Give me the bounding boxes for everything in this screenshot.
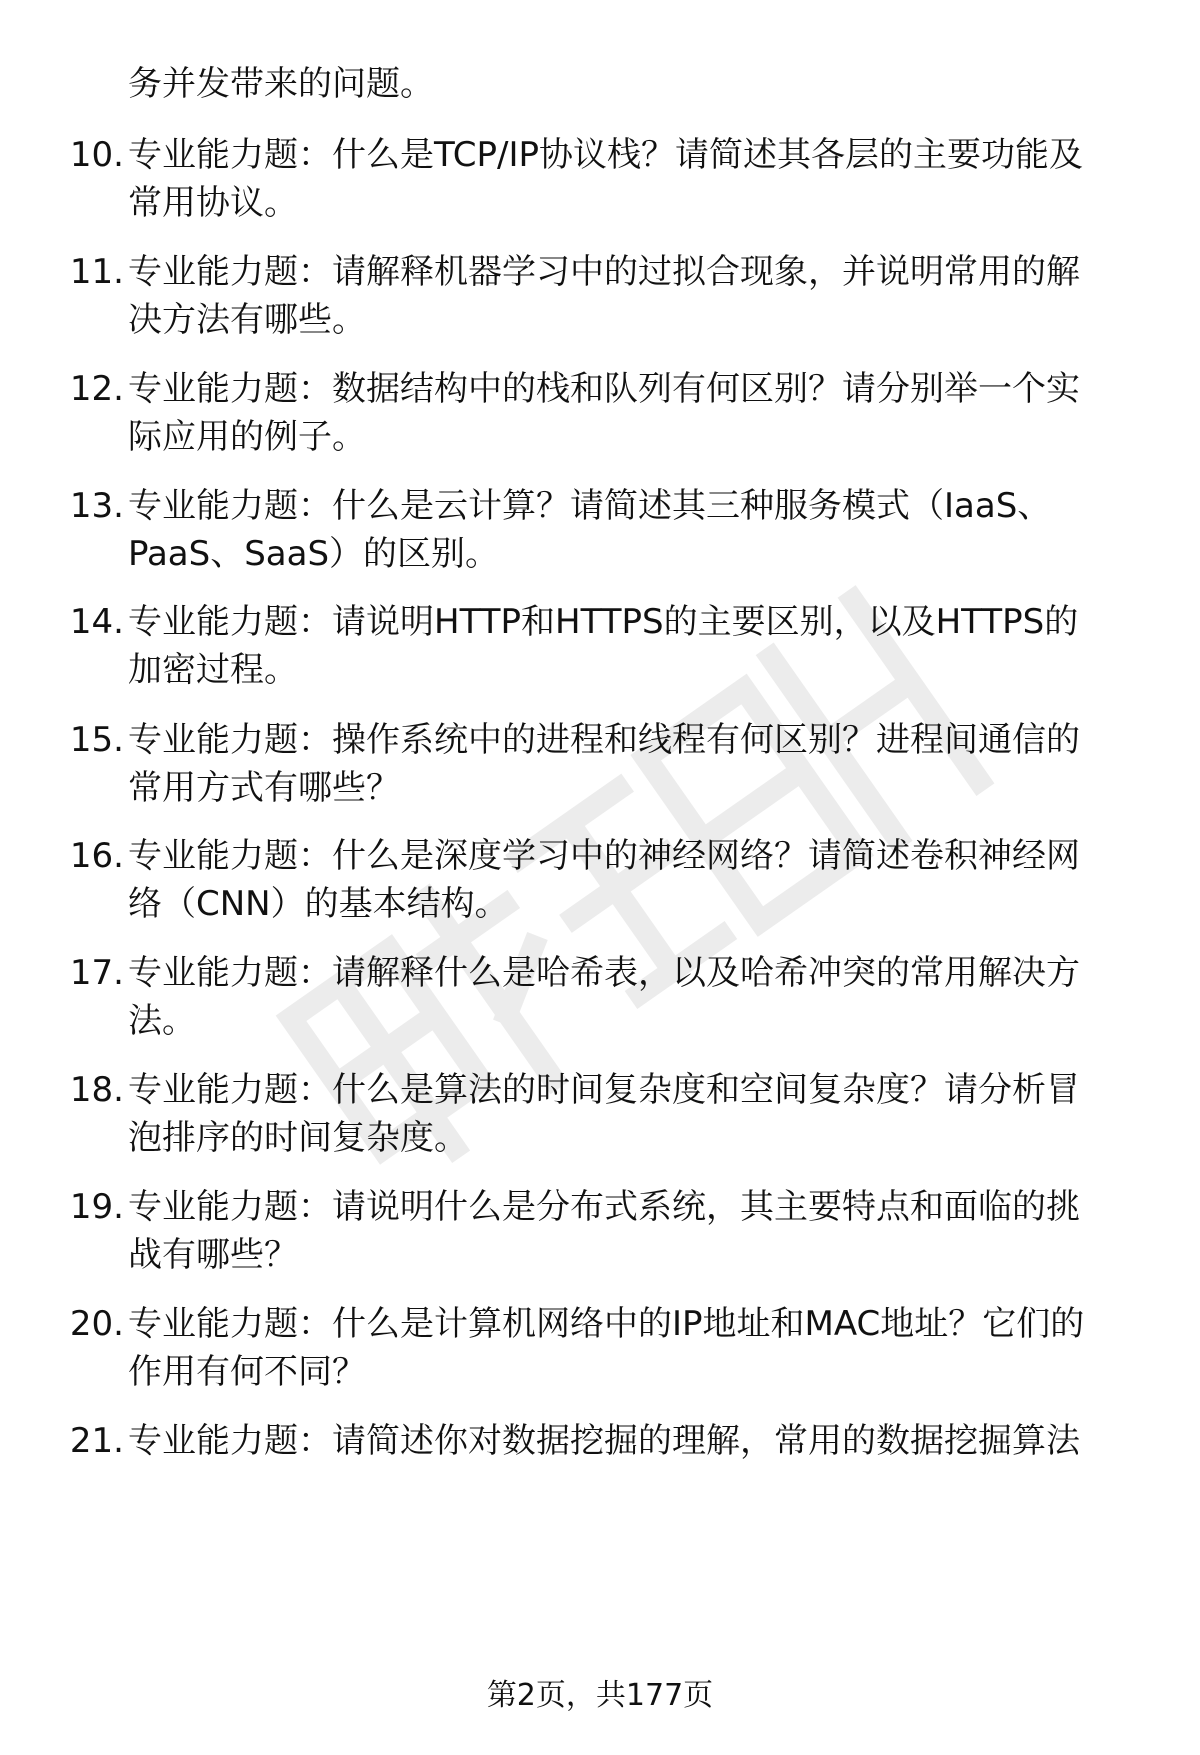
item-text [128,832,1188,928]
item-line: 专业能力题：数据结构中的栈和队列有何区别？请分别举一个实 [128,369,1080,409]
item-text [128,365,1188,461]
item-number: 12. [69,369,124,409]
item-line: 加密过程。 [128,650,298,690]
item-number: 15. [69,720,124,760]
item-line: PaaS、SaaS）的区别。 [128,534,500,574]
item-text [128,1417,1188,1465]
item-text [128,716,1188,812]
item-text [128,1066,1188,1162]
item-line: 专业能力题：什么是深度学习中的神经网络？请简述卷积神经网 [128,836,1080,876]
item-line: 专业能力题：操作系统中的进程和线程有何区别？进程间通信的 [128,720,1080,760]
item-line: 专业能力题：请解释机器学习中的过拟合现象，并说明常用的解 [128,252,1080,292]
item-line: 法。 [128,1001,196,1041]
item-line: 泡排序的时间复杂度。 [128,1118,468,1158]
item-line: 战有哪些？ [128,1235,298,1275]
item-text [128,482,1188,578]
item-text [128,1183,1188,1279]
item-number: 20. [69,1304,124,1344]
item-text [128,248,1188,344]
continued-line: 务并发带来的问题。 [128,64,434,104]
item-text [128,131,1188,227]
item-number: 11. [69,252,124,292]
item-line: 专业能力题：什么是算法的时间复杂度和空间复杂度？请分析冒 [128,1070,1080,1110]
item-number: 21. [69,1421,124,1461]
item-line: 际应用的例子。 [128,417,366,457]
item-number: 19. [69,1187,124,1227]
page-footer: 第2页，共177页 [486,1678,714,1713]
item-number: 13. [69,486,124,526]
item-text [128,949,1188,1045]
item-line: 专业能力题：什么是计算机网络中的IP地址和MAC地址？它们的 [128,1304,1085,1344]
item-line: 作用有何不同？ [128,1352,366,1392]
item-number: 14. [69,602,124,642]
item-line: 专业能力题：请简述你对数据挖掘的理解，常用的数据挖掘算法 [128,1421,1080,1461]
item-text [128,1300,1188,1396]
item-number: 10. [69,135,124,175]
item-number: 18. [69,1070,124,1110]
item-number: 17. [69,953,124,993]
item-line: 络（CNN）的基本结构。 [128,884,509,924]
item-line: 常用方式有哪些？ [128,768,400,808]
item-line: 专业能力题：请说明HTTP和HTTPS的主要区别，以及HTTPS的 [128,602,1079,642]
item-line: 专业能力题：请说明什么是分布式系统，其主要特点和面临的挑 [128,1187,1080,1227]
item-line: 专业能力题：什么是TCP/IP协议栈？请简述其各层的主要功能及 [128,135,1084,175]
item-text [128,598,1188,694]
item-line: 专业能力题：什么是云计算？请简述其三种服务模式（IaaS、 [128,486,1052,526]
item-number: 16. [69,836,124,876]
item-line: 决方法有哪些。 [128,300,366,340]
item-line: 专业能力题：请解释什么是哈希表，以及哈希冲突的常用解决方 [128,953,1080,993]
item-line: 常用协议。 [128,183,298,223]
